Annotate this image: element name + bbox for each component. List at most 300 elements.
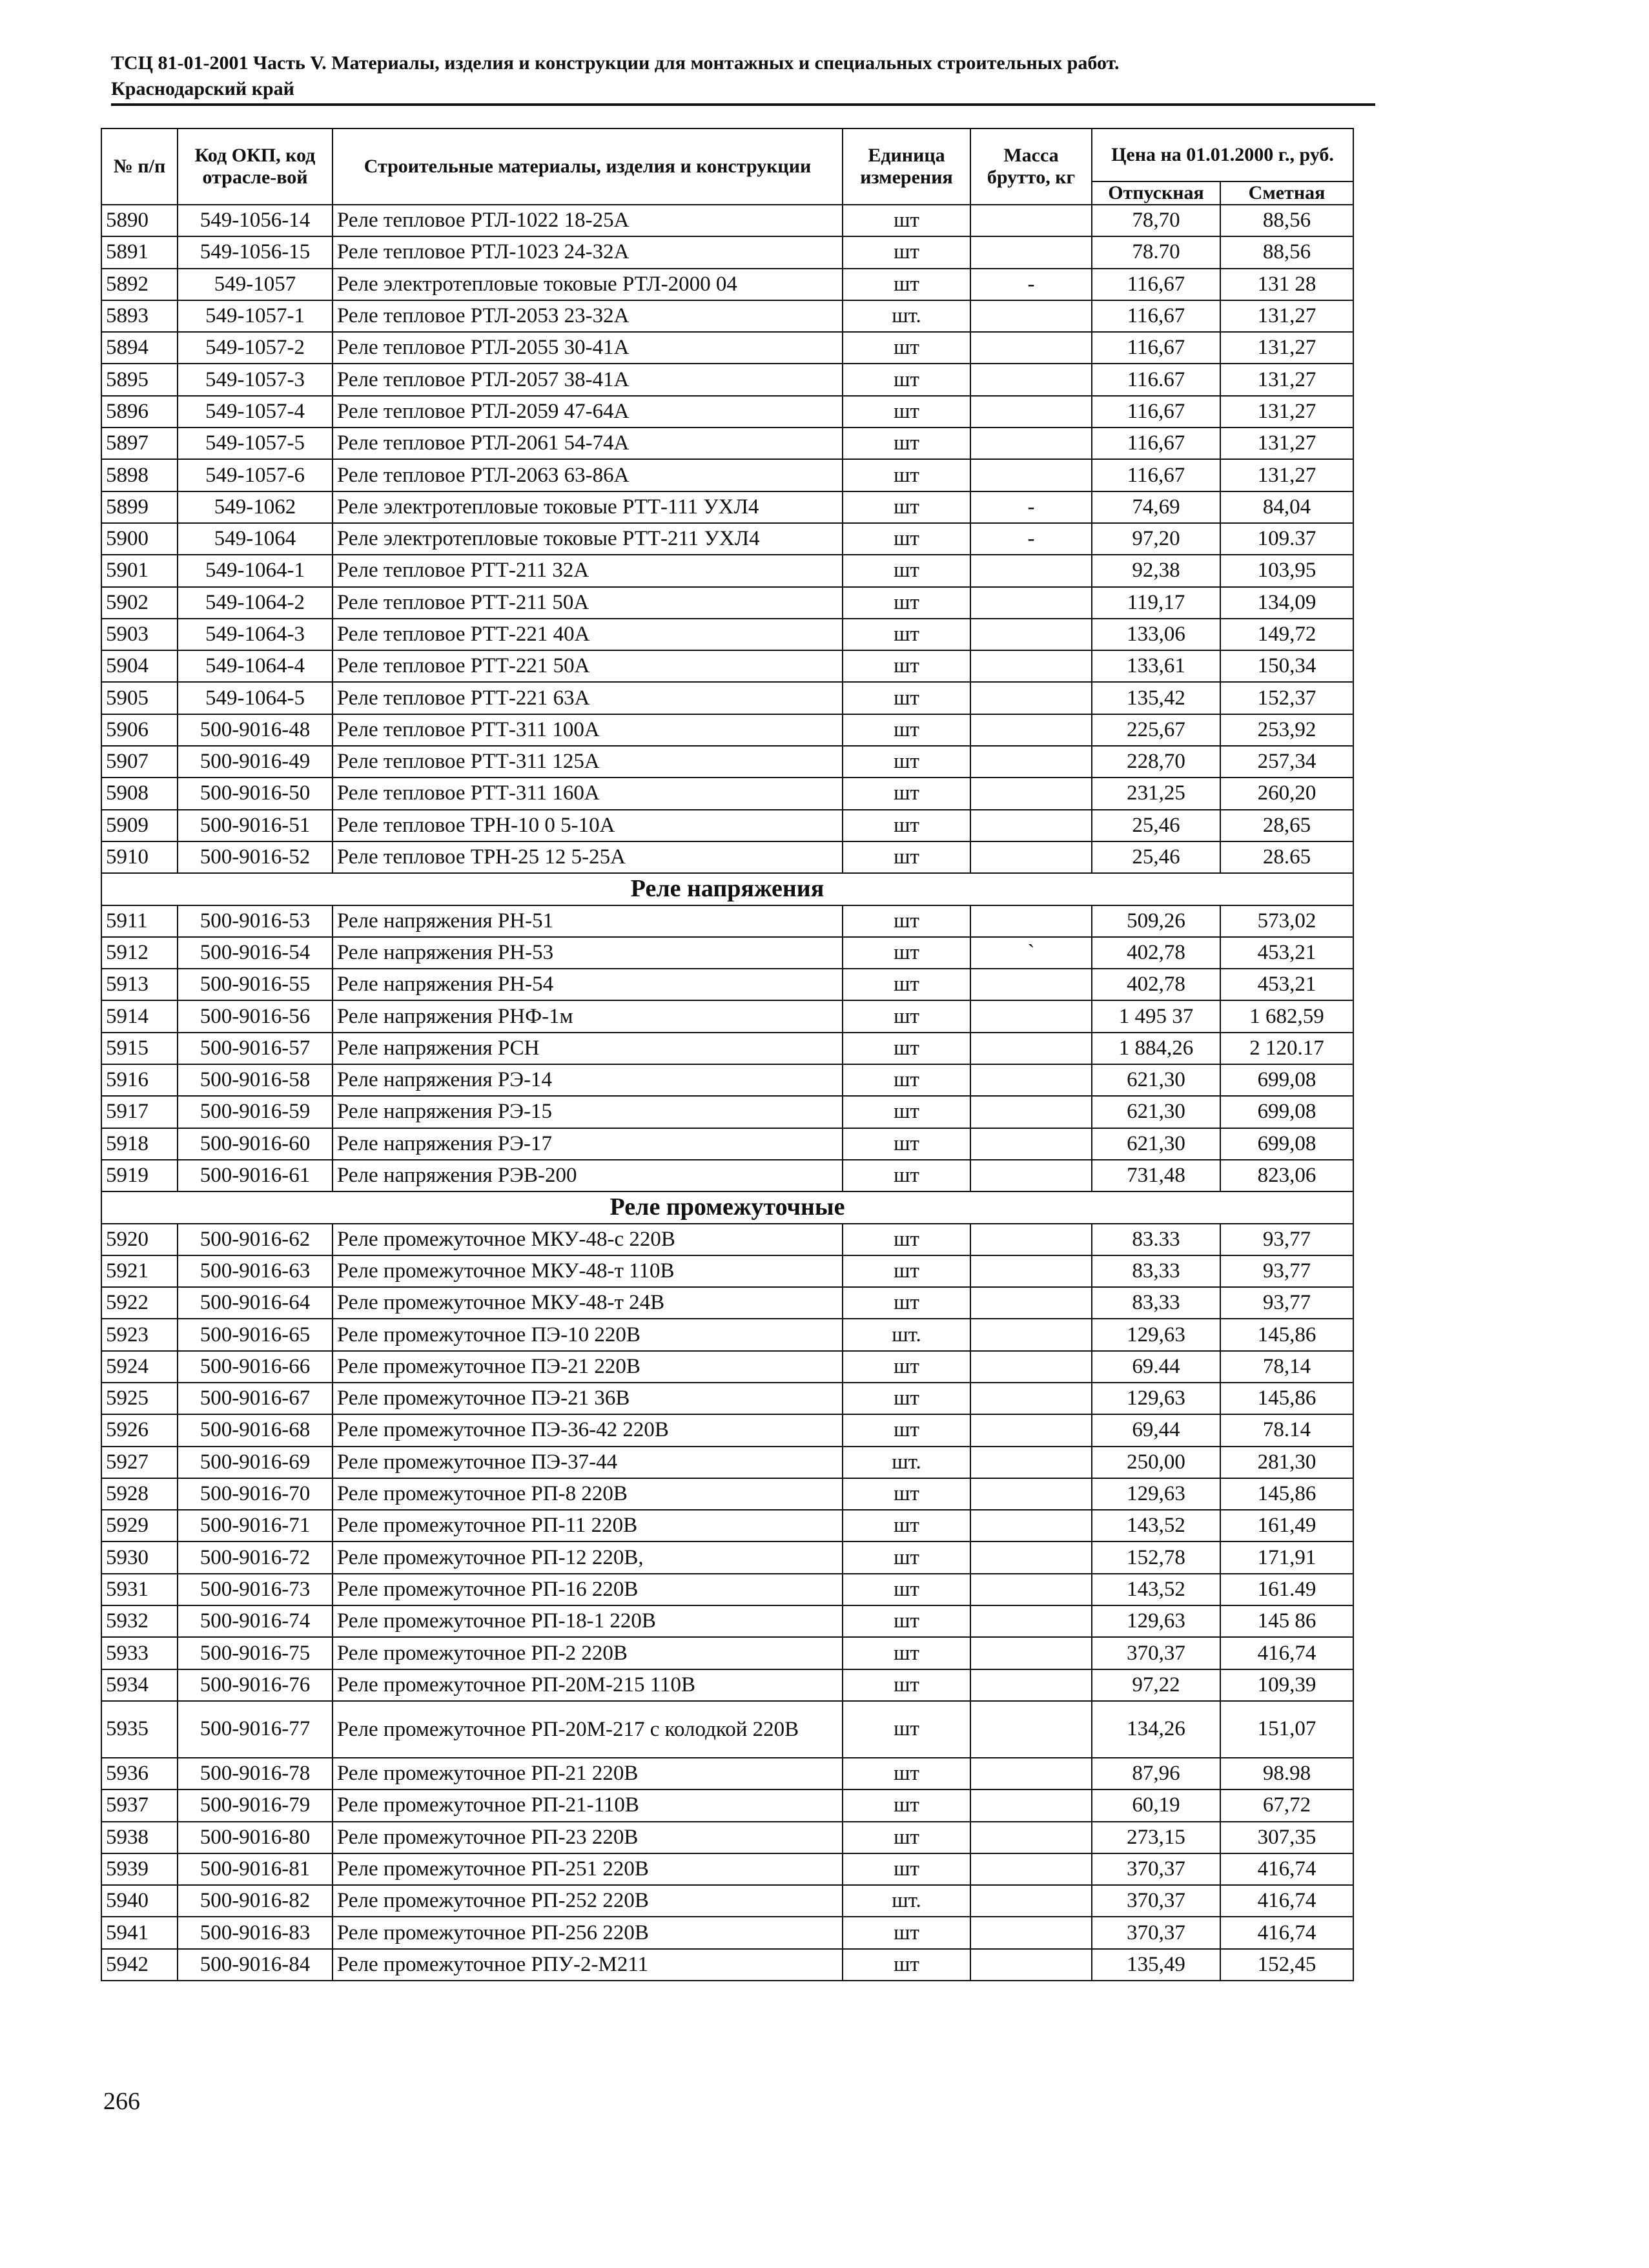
cell-unit: шт <box>843 905 970 937</box>
cell-price-estimate: 98.98 <box>1220 1758 1353 1789</box>
cell-unit: шт <box>843 587 970 619</box>
table-row <box>101 428 1353 459</box>
table-row <box>101 1128 1353 1160</box>
cell-price-release: 78.70 <box>1092 236 1220 268</box>
cell-price-estimate: 28,65 <box>1220 810 1353 841</box>
cell-name: Реле промежуточное ПЭ-21 220В <box>333 1351 843 1383</box>
cell-num: 5910 <box>101 841 178 873</box>
cell-mass <box>970 619 1092 650</box>
cell-unit: шт <box>843 1224 970 1255</box>
cell-num: 5919 <box>101 1160 178 1191</box>
cell-price-estimate: 257,34 <box>1220 746 1353 778</box>
cell-price-estimate: 131,27 <box>1220 459 1353 491</box>
cell-num: 5892 <box>101 269 178 300</box>
cell-mass: - <box>970 491 1092 523</box>
cell-price-release: 370,37 <box>1092 1917 1220 1948</box>
cell-code: 500-9016-50 <box>178 778 333 809</box>
cell-price-estimate: 78.14 <box>1220 1414 1353 1446</box>
cell-code: 549-1057-1 <box>178 300 333 332</box>
cell-name: Реле промежуточное МКУ-48-т 110В <box>333 1255 843 1287</box>
cell-price-release: 509,26 <box>1092 905 1220 937</box>
cell-price-release: 129,63 <box>1092 1478 1220 1510</box>
cell-code: 549-1057-4 <box>178 396 333 428</box>
section-title: Реле напряжения <box>101 873 1353 905</box>
cell-num: 5917 <box>101 1096 178 1128</box>
cell-mass <box>970 1319 1092 1350</box>
table-row <box>101 1000 1353 1032</box>
cell-price-estimate: 131,27 <box>1220 396 1353 428</box>
cell-name: Реле промежуточное РП-2 220В <box>333 1637 843 1669</box>
cell-code: 549-1057-2 <box>178 332 333 364</box>
cell-code: 549-1057-5 <box>178 428 333 459</box>
cell-code: 500-9016-63 <box>178 1255 333 1287</box>
cell-price-estimate: 152,45 <box>1220 1949 1353 1981</box>
cell-mass <box>970 1287 1092 1319</box>
cell-name: Реле промежуточное РП-11 220В <box>333 1510 843 1541</box>
cell-name: Реле тепловое ТРН-10 0 5-10А <box>333 810 843 841</box>
cell-num: 5922 <box>101 1287 178 1319</box>
table-row <box>101 1383 1353 1414</box>
table-row <box>101 1701 1353 1758</box>
cell-num: 5940 <box>101 1885 178 1917</box>
cell-num: 5916 <box>101 1064 178 1096</box>
cell-name: Реле промежуточное РП-20М-215 110В <box>333 1669 843 1701</box>
table-row <box>101 1160 1353 1191</box>
cell-price-release: 250,00 <box>1092 1447 1220 1478</box>
cell-num: 5926 <box>101 1414 178 1446</box>
cell-price-estimate: 145,86 <box>1220 1319 1353 1350</box>
cell-unit: шт <box>843 523 970 555</box>
cell-price-estimate: 1 682,59 <box>1220 1000 1353 1032</box>
cell-price-estimate: 699,08 <box>1220 1064 1353 1096</box>
cell-name: Реле тепловое РТЛ-2063 63-86А <box>333 459 843 491</box>
page-header <box>111 50 1338 102</box>
cell-price-estimate: 103,95 <box>1220 555 1353 586</box>
cell-code: 500-9016-77 <box>178 1701 333 1758</box>
cell-num: 5904 <box>101 650 178 682</box>
cell-mass <box>970 1351 1092 1383</box>
cell-unit: шт. <box>843 1447 970 1478</box>
cell-price-release: 621,30 <box>1092 1128 1220 1160</box>
col-header-price-estimate: Сметная <box>1220 181 1353 205</box>
cell-mass <box>970 1669 1092 1701</box>
cell-price-release: 97,22 <box>1092 1669 1220 1701</box>
cell-price-estimate: 307,35 <box>1220 1822 1353 1853</box>
cell-unit: шт <box>843 1701 970 1758</box>
cell-unit: шт <box>843 841 970 873</box>
cell-mass <box>970 1478 1092 1510</box>
cell-num: 5909 <box>101 810 178 841</box>
cell-code: 500-9016-71 <box>178 1510 333 1541</box>
table-row <box>101 1853 1353 1885</box>
cell-num: 5915 <box>101 1033 178 1064</box>
cell-price-estimate: 93,77 <box>1220 1224 1353 1255</box>
cell-name: Реле промежуточное РП-20М-217 с колодкой 220В <box>333 1701 843 1758</box>
cell-name: Реле электротепловые токовые РТТ-111 УХЛ4 <box>333 491 843 523</box>
cell-num: 5899 <box>101 491 178 523</box>
cell-unit: шт <box>843 1000 970 1032</box>
cell-name: Реле промежуточное РП-21-110В <box>333 1789 843 1821</box>
cell-mass <box>970 905 1092 937</box>
cell-num: 5918 <box>101 1128 178 1160</box>
cell-price-release: 231,25 <box>1092 778 1220 809</box>
cell-unit: шт <box>843 396 970 428</box>
cell-unit: шт <box>843 650 970 682</box>
cell-code: 549-1056-14 <box>178 205 333 236</box>
cell-name: Реле напряжения РЭ-14 <box>333 1064 843 1096</box>
cell-code: 500-9016-84 <box>178 1949 333 1981</box>
cell-mass <box>970 300 1092 332</box>
cell-price-estimate: 134,09 <box>1220 587 1353 619</box>
cell-name: Реле тепловое РТЛ-2061 54-74А <box>333 428 843 459</box>
cell-mass <box>970 714 1092 746</box>
col-header-price-release: Отпускная <box>1092 181 1220 205</box>
cell-mass <box>970 205 1092 236</box>
cell-name: Реле тепловое РТЛ-2053 23-32А <box>333 300 843 332</box>
cell-unit: шт <box>843 459 970 491</box>
cell-name: Реле напряжения РЭВ-200 <box>333 1160 843 1191</box>
cell-code: 500-9016-68 <box>178 1414 333 1446</box>
cell-mass <box>970 236 1092 268</box>
cell-mass <box>970 1949 1092 1981</box>
cell-unit: шт <box>843 1128 970 1160</box>
cell-price-release: 119,17 <box>1092 587 1220 619</box>
cell-unit: шт <box>843 714 970 746</box>
table-row <box>101 619 1353 650</box>
table-row <box>101 937 1353 969</box>
cell-name: Реле промежуточное ПЭ-21 36В <box>333 1383 843 1414</box>
cell-num: 5930 <box>101 1541 178 1573</box>
table-row <box>101 1949 1353 1981</box>
cell-name: Реле напряжения РН-51 <box>333 905 843 937</box>
table-row <box>101 841 1353 873</box>
cell-mass <box>970 1637 1092 1669</box>
cell-mass <box>970 1096 1092 1128</box>
cell-mass <box>970 810 1092 841</box>
cell-mass <box>970 1414 1092 1446</box>
cell-mass <box>970 364 1092 395</box>
table-row <box>101 905 1353 937</box>
cell-price-release: 370,37 <box>1092 1637 1220 1669</box>
cell-unit: шт <box>843 236 970 268</box>
cell-unit: шт <box>843 1574 970 1605</box>
cell-code: 500-9016-67 <box>178 1383 333 1414</box>
cell-name: Реле промежуточное РП-256 220В <box>333 1917 843 1948</box>
cell-num: 5912 <box>101 937 178 969</box>
cell-price-release: 87,96 <box>1092 1758 1220 1789</box>
cell-price-release: 78,70 <box>1092 205 1220 236</box>
cell-num: 5893 <box>101 300 178 332</box>
cell-unit: шт <box>843 491 970 523</box>
cell-num: 5920 <box>101 1224 178 1255</box>
cell-code: 500-9016-55 <box>178 969 333 1000</box>
cell-price-release: 1 884,26 <box>1092 1033 1220 1064</box>
table-row <box>101 205 1353 236</box>
cell-code: 500-9016-76 <box>178 1669 333 1701</box>
cell-name: Реле напряжения РН-54 <box>333 969 843 1000</box>
cell-unit: шт <box>843 1637 970 1669</box>
cell-unit: шт <box>843 1255 970 1287</box>
cell-price-release: 25,46 <box>1092 810 1220 841</box>
cell-mass <box>970 969 1092 1000</box>
table-row <box>101 269 1353 300</box>
cell-price-release: 133,06 <box>1092 619 1220 650</box>
cell-mass <box>970 1701 1092 1758</box>
cell-num: 5903 <box>101 619 178 650</box>
cell-price-estimate: 416,74 <box>1220 1917 1353 1948</box>
cell-unit: шт <box>843 682 970 714</box>
cell-name: Реле тепловое РТТ-211 32А <box>333 555 843 586</box>
cell-code: 500-9016-72 <box>178 1541 333 1573</box>
table-row <box>101 396 1353 428</box>
cell-unit: шт <box>843 1478 970 1510</box>
cell-name: Реле электротепловые токовые РТТ-211 УХЛ4 <box>333 523 843 555</box>
cell-mass <box>970 650 1092 682</box>
cell-name: Реле электротепловые токовые РТЛ-2000 04 <box>333 269 843 300</box>
cell-unit: шт <box>843 778 970 809</box>
cell-price-estimate: 453,21 <box>1220 937 1353 969</box>
cell-unit: шт <box>843 428 970 459</box>
cell-price-estimate: 161.49 <box>1220 1574 1353 1605</box>
cell-num: 5913 <box>101 969 178 1000</box>
cell-unit: шт. <box>843 1885 970 1917</box>
col-header-unit: Единица измерения <box>843 129 970 205</box>
cell-num: 5929 <box>101 1510 178 1541</box>
cell-unit: шт <box>843 810 970 841</box>
cell-num: 5928 <box>101 1478 178 1510</box>
cell-mass <box>970 1383 1092 1414</box>
cell-code: 500-9016-51 <box>178 810 333 841</box>
cell-price-estimate: 131,27 <box>1220 364 1353 395</box>
cell-price-release: 97,20 <box>1092 523 1220 555</box>
cell-code: 500-9016-59 <box>178 1096 333 1128</box>
cell-num: 5905 <box>101 682 178 714</box>
cell-num: 5908 <box>101 778 178 809</box>
cell-mass <box>970 1574 1092 1605</box>
cell-price-estimate: 28.65 <box>1220 841 1353 873</box>
table-row <box>101 746 1353 778</box>
table-row <box>101 491 1353 523</box>
cell-name: Реле тепловое РТТ-211 50А <box>333 587 843 619</box>
cell-unit: шт <box>843 1949 970 1981</box>
cell-code: 549-1064-2 <box>178 587 333 619</box>
cell-code: 500-9016-80 <box>178 1822 333 1853</box>
table-body <box>101 205 1353 1981</box>
cell-name: Реле промежуточное РП-251 220В <box>333 1853 843 1885</box>
cell-price-estimate: 281,30 <box>1220 1447 1353 1478</box>
cell-price-estimate: 453,21 <box>1220 969 1353 1000</box>
cell-num: 5902 <box>101 587 178 619</box>
cell-price-estimate: 2 120.17 <box>1220 1033 1353 1064</box>
cell-name: Реле промежуточное РП-16 220В <box>333 1574 843 1605</box>
cell-unit: шт <box>843 555 970 586</box>
cell-price-estimate: 109.37 <box>1220 523 1353 555</box>
cell-code: 500-9016-73 <box>178 1574 333 1605</box>
cell-mass <box>970 778 1092 809</box>
cell-unit: шт <box>843 1510 970 1541</box>
cell-num: 5936 <box>101 1758 178 1789</box>
cell-name: Реле тепловое РТТ-311 100А <box>333 714 843 746</box>
cell-code: 500-9016-56 <box>178 1000 333 1032</box>
cell-unit: шт. <box>843 1319 970 1350</box>
table-row <box>101 682 1353 714</box>
table-row <box>101 1669 1353 1701</box>
cell-price-release: 116,67 <box>1092 332 1220 364</box>
cell-price-release: 143,52 <box>1092 1510 1220 1541</box>
cell-code: 500-9016-65 <box>178 1319 333 1350</box>
cell-num: 5890 <box>101 205 178 236</box>
cell-unit: шт <box>843 937 970 969</box>
cell-name: Реле промежуточное ПЭ-36-42 220В <box>333 1414 843 1446</box>
cell-num: 5942 <box>101 1949 178 1981</box>
cell-price-release: 135,49 <box>1092 1949 1220 1981</box>
table-row <box>101 587 1353 619</box>
cell-unit: шт <box>843 1541 970 1573</box>
cell-unit: шт <box>843 1383 970 1414</box>
cell-mass <box>970 1128 1092 1160</box>
cell-code: 500-9016-58 <box>178 1064 333 1096</box>
cell-mass: ` <box>970 937 1092 969</box>
cell-unit: шт <box>843 1917 970 1948</box>
cell-name: Реле промежуточное ПЭ-37-44 <box>333 1447 843 1478</box>
cell-name: Реле тепловое РТЛ-2059 47-64А <box>333 396 843 428</box>
cell-mass <box>970 1033 1092 1064</box>
cell-unit: шт <box>843 1064 970 1096</box>
cell-num: 5931 <box>101 1574 178 1605</box>
cell-num: 5933 <box>101 1637 178 1669</box>
cell-price-estimate: 152,37 <box>1220 682 1353 714</box>
cell-unit: шт <box>843 619 970 650</box>
cell-mass <box>970 841 1092 873</box>
cell-num: 5935 <box>101 1701 178 1758</box>
cell-code: 500-9016-64 <box>178 1287 333 1319</box>
table-row <box>101 1096 1353 1128</box>
cell-unit: шт <box>843 1853 970 1885</box>
cell-price-release: 133,61 <box>1092 650 1220 682</box>
cell-num: 5896 <box>101 396 178 428</box>
cell-price-release: 1 495 37 <box>1092 1000 1220 1032</box>
table-row <box>101 1255 1353 1287</box>
cell-price-release: 74,69 <box>1092 491 1220 523</box>
section-row <box>101 873 1353 905</box>
cell-price-release: 402,78 <box>1092 969 1220 1000</box>
cell-code: 549-1062 <box>178 491 333 523</box>
cell-code: 549-1064-1 <box>178 555 333 586</box>
cell-price-release: 83,33 <box>1092 1255 1220 1287</box>
table-row <box>101 1574 1353 1605</box>
cell-code: 500-9016-60 <box>178 1128 333 1160</box>
cell-price-estimate: 131,27 <box>1220 332 1353 364</box>
cell-num: 5914 <box>101 1000 178 1032</box>
cell-name: Реле тепловое ТРН-25 12 5-25А <box>333 841 843 873</box>
cell-name: Реле напряжения РНФ-1м <box>333 1000 843 1032</box>
cell-mass: - <box>970 269 1092 300</box>
cell-price-estimate: 699,08 <box>1220 1128 1353 1160</box>
cell-unit: шт <box>843 1160 970 1191</box>
cell-unit: шт <box>843 969 970 1000</box>
cell-mass <box>970 1758 1092 1789</box>
col-header-price: Цена на 01.01.2000 г., руб. <box>1092 129 1353 181</box>
cell-price-release: 129,63 <box>1092 1605 1220 1637</box>
cell-mass <box>970 332 1092 364</box>
cell-code: 500-9016-69 <box>178 1447 333 1478</box>
table-row <box>101 1758 1353 1789</box>
cell-mass <box>970 1917 1092 1948</box>
cell-price-estimate: 145,86 <box>1220 1478 1353 1510</box>
cell-name: Реле промежуточное РПУ-2-М211 <box>333 1949 843 1981</box>
cell-price-estimate: 150,34 <box>1220 650 1353 682</box>
cell-code: 500-9016-83 <box>178 1917 333 1948</box>
col-header-mass: Масса брутто, кг <box>970 129 1092 205</box>
cell-num: 5901 <box>101 555 178 586</box>
document-title: ТСЦ 81-01-2001 Часть V. Материалы, изделия и конструкции для монтажных и специальных строительных работ. <box>111 52 1120 74</box>
cell-price-release: 228,70 <box>1092 746 1220 778</box>
cell-mass <box>970 1789 1092 1821</box>
cell-price-estimate: 67,72 <box>1220 1789 1353 1821</box>
cell-price-estimate: 93,77 <box>1220 1255 1353 1287</box>
cell-num: 5895 <box>101 364 178 395</box>
cell-code: 500-9016-48 <box>178 714 333 746</box>
cell-mass <box>970 1885 1092 1917</box>
cell-price-estimate: 171,91 <box>1220 1541 1353 1573</box>
cell-unit: шт <box>843 1822 970 1853</box>
table-row <box>101 1637 1353 1669</box>
cell-price-release: 152,78 <box>1092 1541 1220 1573</box>
cell-code: 500-9016-79 <box>178 1789 333 1821</box>
cell-code: 549-1057-6 <box>178 459 333 491</box>
table-row <box>101 714 1353 746</box>
cell-name: Реле напряжения РЭ-15 <box>333 1096 843 1128</box>
cell-code: 500-9016-78 <box>178 1758 333 1789</box>
page-number: 266 <box>103 2088 140 2115</box>
cell-mass <box>970 1822 1092 1853</box>
cell-price-estimate: 699,08 <box>1220 1096 1353 1128</box>
cell-unit: шт <box>843 205 970 236</box>
cell-price-release: 731,48 <box>1092 1160 1220 1191</box>
cell-code: 549-1057 <box>178 269 333 300</box>
table-row <box>101 969 1353 1000</box>
cell-price-estimate: 260,20 <box>1220 778 1353 809</box>
cell-num: 5939 <box>101 1853 178 1885</box>
cell-mass <box>970 1255 1092 1287</box>
table-row <box>101 1224 1353 1255</box>
cell-mass <box>970 1447 1092 1478</box>
cell-price-estimate: 145,86 <box>1220 1383 1353 1414</box>
cell-num: 5924 <box>101 1351 178 1383</box>
cell-price-release: 129,63 <box>1092 1319 1220 1350</box>
cell-unit: шт. <box>843 300 970 332</box>
cell-name: Реле промежуточное МКУ-48-с 220В <box>333 1224 843 1255</box>
cell-mass <box>970 1541 1092 1573</box>
cell-price-release: 25,46 <box>1092 841 1220 873</box>
table-row <box>101 1478 1353 1510</box>
cell-code: 500-9016-54 <box>178 937 333 969</box>
cell-num: 5900 <box>101 523 178 555</box>
cell-price-release: 134,26 <box>1092 1701 1220 1758</box>
cell-price-estimate: 78,14 <box>1220 1351 1353 1383</box>
cell-price-estimate: 84,04 <box>1220 491 1353 523</box>
cell-unit: шт <box>843 746 970 778</box>
cell-price-release: 116,67 <box>1092 269 1220 300</box>
cell-code: 500-9016-53 <box>178 905 333 937</box>
cell-mass <box>970 746 1092 778</box>
table-header <box>101 129 1353 205</box>
cell-code: 500-9016-61 <box>178 1160 333 1191</box>
cell-unit: шт <box>843 1605 970 1637</box>
table-row <box>101 1885 1353 1917</box>
cell-price-estimate: 131,27 <box>1220 300 1353 332</box>
price-table <box>101 128 1354 1981</box>
